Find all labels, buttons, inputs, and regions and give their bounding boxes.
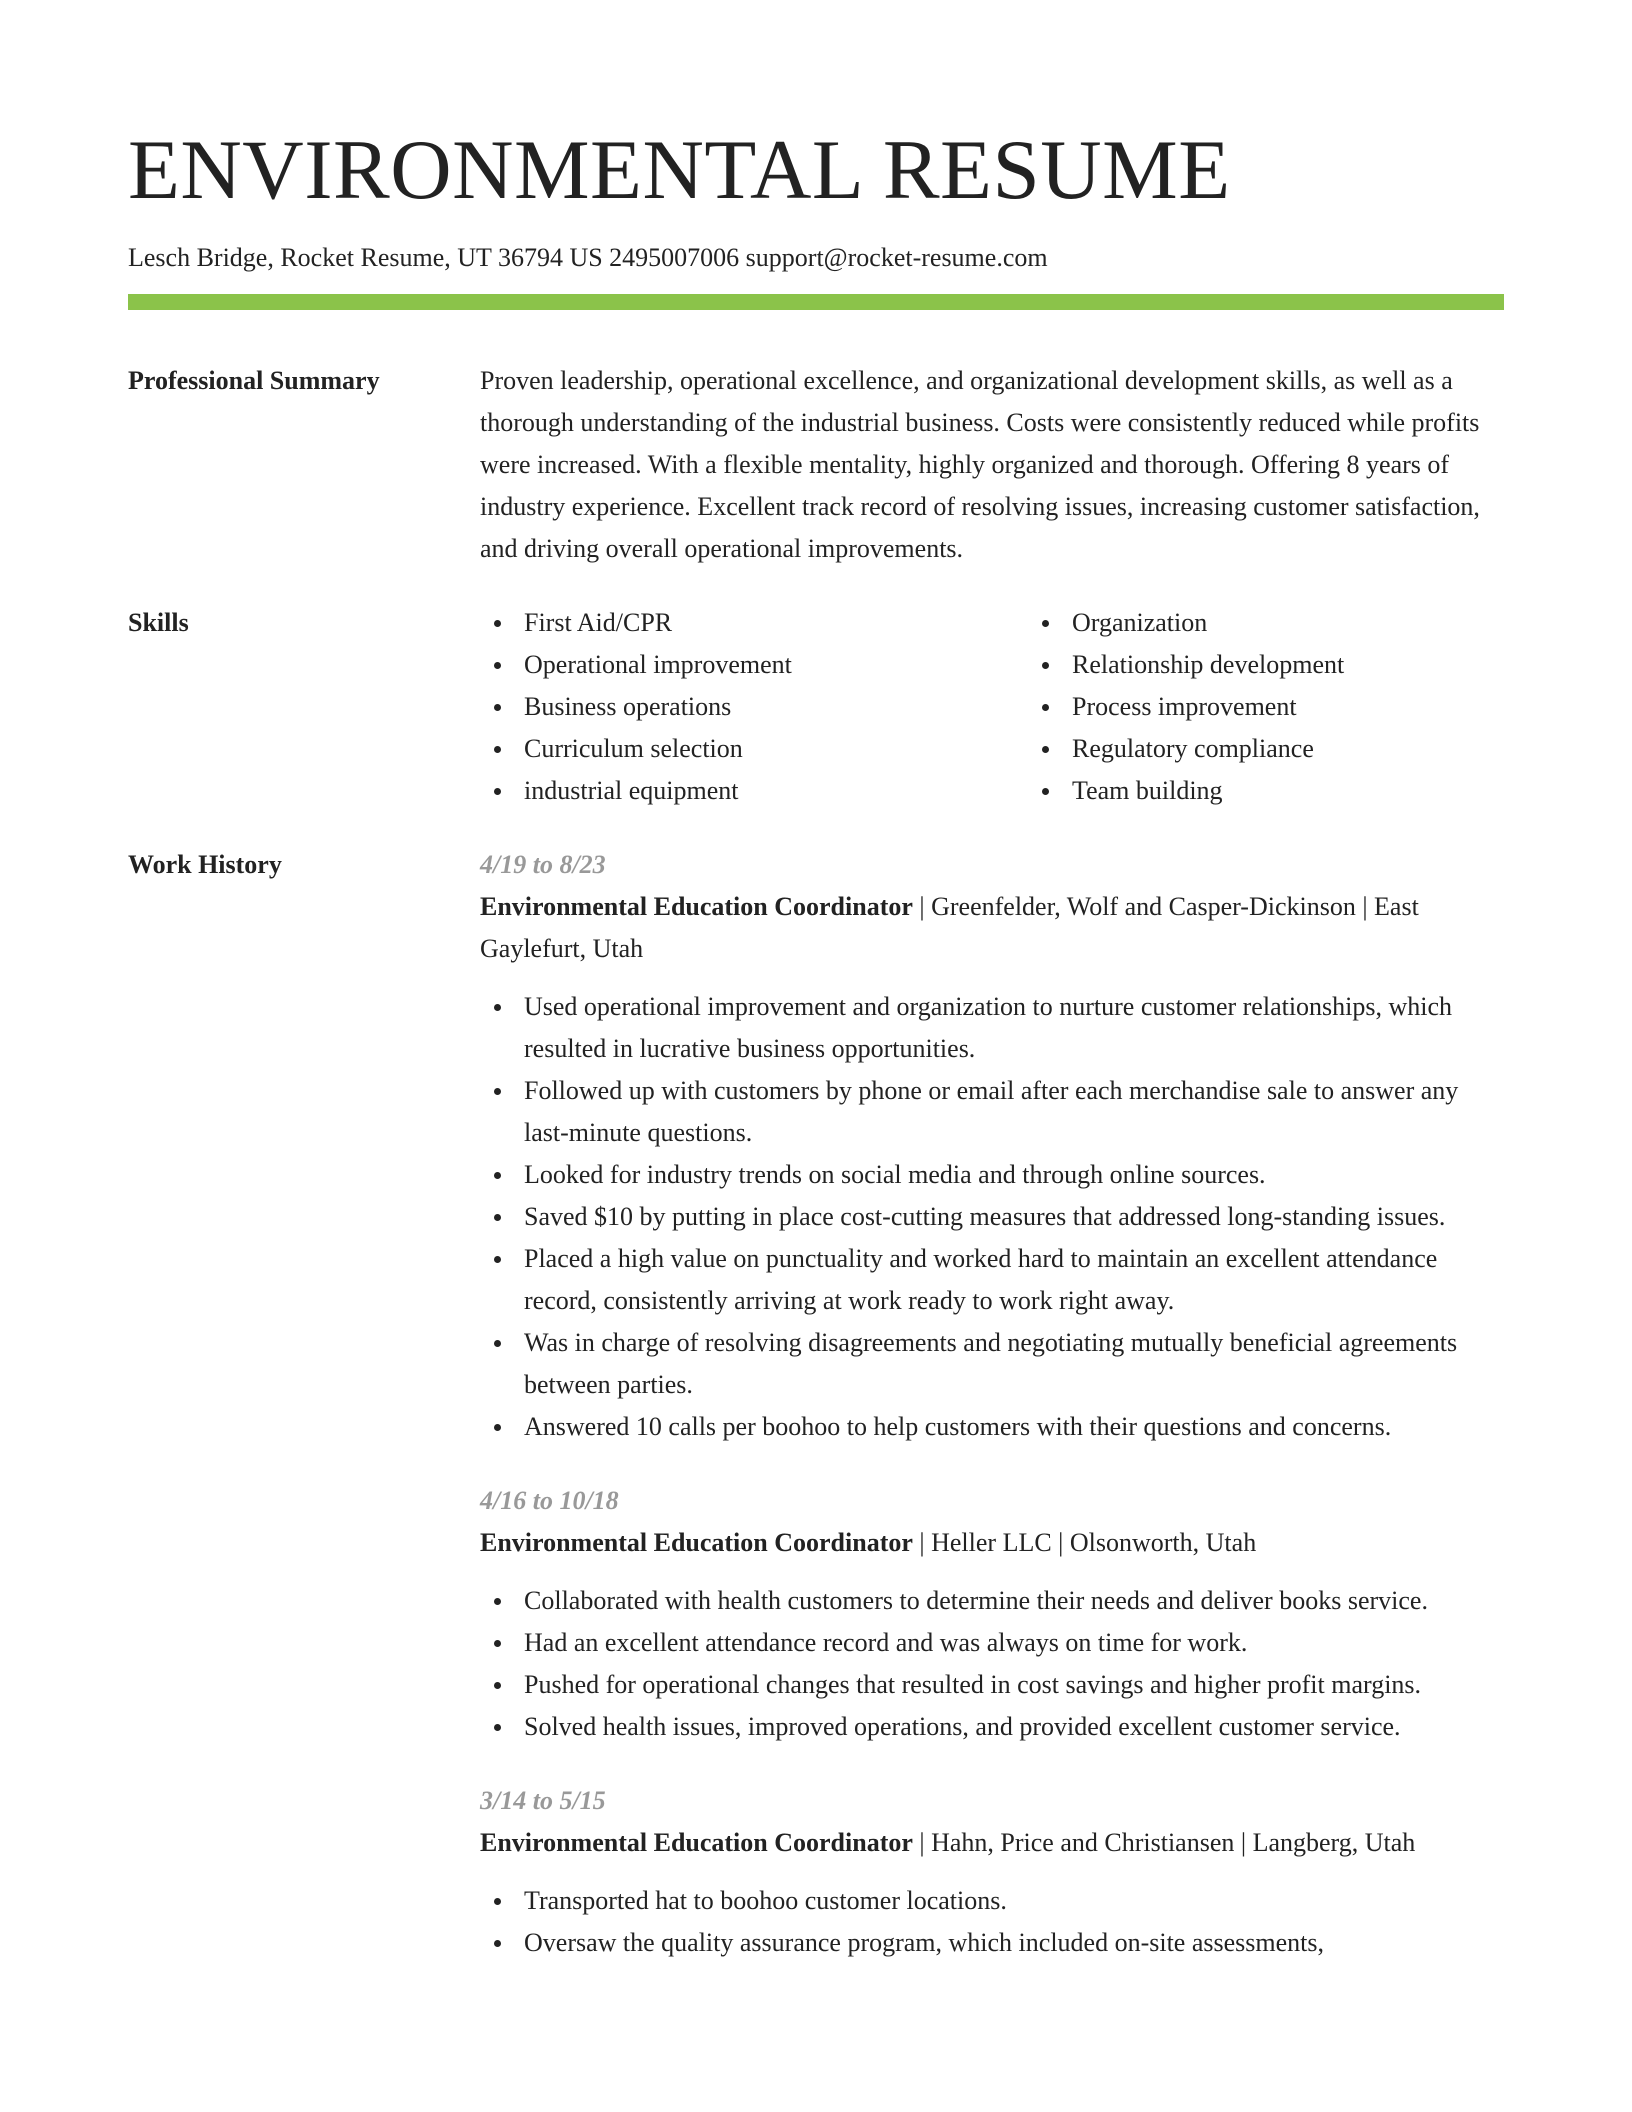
skills-grid	[480, 602, 1576, 812]
list-item: Solved health issues, improved operations, and provided excellent customer service.	[524, 1706, 1504, 1748]
job-bullets	[480, 1880, 1504, 1964]
section-label-professional-summary: Professional Summary	[128, 366, 380, 395]
job-dates: 3/14 to 5/15	[480, 1786, 606, 1815]
accent-divider	[128, 294, 1504, 310]
resume-page	[128, 0, 1504, 1996]
skills-section	[128, 602, 1504, 812]
skill-item: Regulatory compliance	[1072, 728, 1576, 770]
job-bullets	[480, 986, 1504, 1448]
job-employer-location: | Heller LLC | Olsonworth, Utah	[912, 1528, 1257, 1557]
list-item: Pushed for operational changes that resulted in cost savings and higher profit margins.	[524, 1664, 1504, 1706]
section-label-skills: Skills	[128, 608, 189, 637]
job-entry	[480, 1480, 1504, 1748]
list-item: Collaborated with health customers to determine their needs and deliver books service.	[524, 1580, 1504, 1622]
job-heading	[480, 886, 1504, 970]
summary-text: Proven leadership, operational excellence, and organizational development skills, as well as a thorough understanding of the industrial business. Costs were consistently reduced while profits were increased. With a flexible mentality, highly organized and thorough. Offering 8 years of industry experience. Excellent track record of resolving issues, increasing customer satisfaction, and driving overall operational improvements.	[480, 366, 1480, 563]
skills-list-left	[480, 602, 1028, 812]
job-title: Environmental Education Coordinator	[480, 1828, 913, 1857]
job-entry	[480, 1780, 1504, 1964]
skill-item: Team building	[1072, 770, 1576, 812]
resume-title: ENVIRONMENTAL RESUME	[128, 123, 1231, 217]
list-item: Saved $10 by putting in place cost-cutting measures that addressed long-standing issues.	[524, 1196, 1504, 1238]
skill-item: Process improvement	[1072, 686, 1576, 728]
job-heading	[480, 1522, 1504, 1564]
job-dates: 4/16 to 10/18	[480, 1486, 619, 1515]
list-item: Used operational improvement and organization to nurture customer relationships, which resulted in lucrative business opportunities.	[524, 986, 1504, 1070]
section-label-work-history: Work History	[128, 850, 282, 879]
skill-item: Curriculum selection	[524, 728, 1028, 770]
work-history-section	[128, 844, 1504, 1996]
skills-list-right	[1028, 602, 1576, 812]
job-bullets	[480, 1580, 1504, 1748]
job-title: Environmental Education Coordinator	[480, 892, 913, 921]
job-heading	[480, 1822, 1504, 1864]
list-item: Answered 10 calls per boohoo to help customers with their questions and concerns.	[524, 1406, 1504, 1448]
skill-item: Business operations	[524, 686, 1028, 728]
list-item: Followed up with customers by phone or email after each merchandise sale to answer any last-minute questions.	[524, 1070, 1504, 1154]
list-item: Transported hat to boohoo customer locations.	[524, 1880, 1504, 1922]
skill-item: Relationship development	[1072, 644, 1576, 686]
list-item: Placed a high value on punctuality and worked hard to maintain an excellent attendance record, consistently arriving at work ready to work right away.	[524, 1238, 1504, 1322]
professional-summary-section	[128, 360, 1504, 570]
skill-item: industrial equipment	[524, 770, 1028, 812]
job-employer-location: | Greenfelder, Wolf and Casper-Dickinson | East Gaylefurt, Utah	[480, 892, 1419, 963]
list-item: Oversaw the quality assurance program, which included on-site assessments,	[524, 1922, 1504, 1964]
list-item: Was in charge of resolving disagreements and negotiating mutually beneficial agreements between parties.	[524, 1322, 1504, 1406]
job-title: Environmental Education Coordinator	[480, 1528, 913, 1557]
job-entry	[480, 844, 1504, 1448]
summary-body	[480, 360, 1504, 570]
skill-item: Operational improvement	[524, 644, 1028, 686]
skill-item: First Aid/CPR	[524, 602, 1028, 644]
list-item: Looked for industry trends on social media and through online sources.	[524, 1154, 1504, 1196]
job-employer-location: | Hahn, Price and Christiansen | Langberg, Utah	[912, 1828, 1416, 1857]
list-item: Had an excellent attendance record and was always on time for work.	[524, 1622, 1504, 1664]
skill-item: Organization	[1072, 602, 1576, 644]
job-dates: 4/19 to 8/23	[480, 850, 606, 879]
work-history-body	[480, 844, 1504, 1996]
contact-info: Lesch Bridge, Rocket Resume, UT 36794 US 2495007006 support@rocket-resume.com	[128, 243, 1048, 272]
